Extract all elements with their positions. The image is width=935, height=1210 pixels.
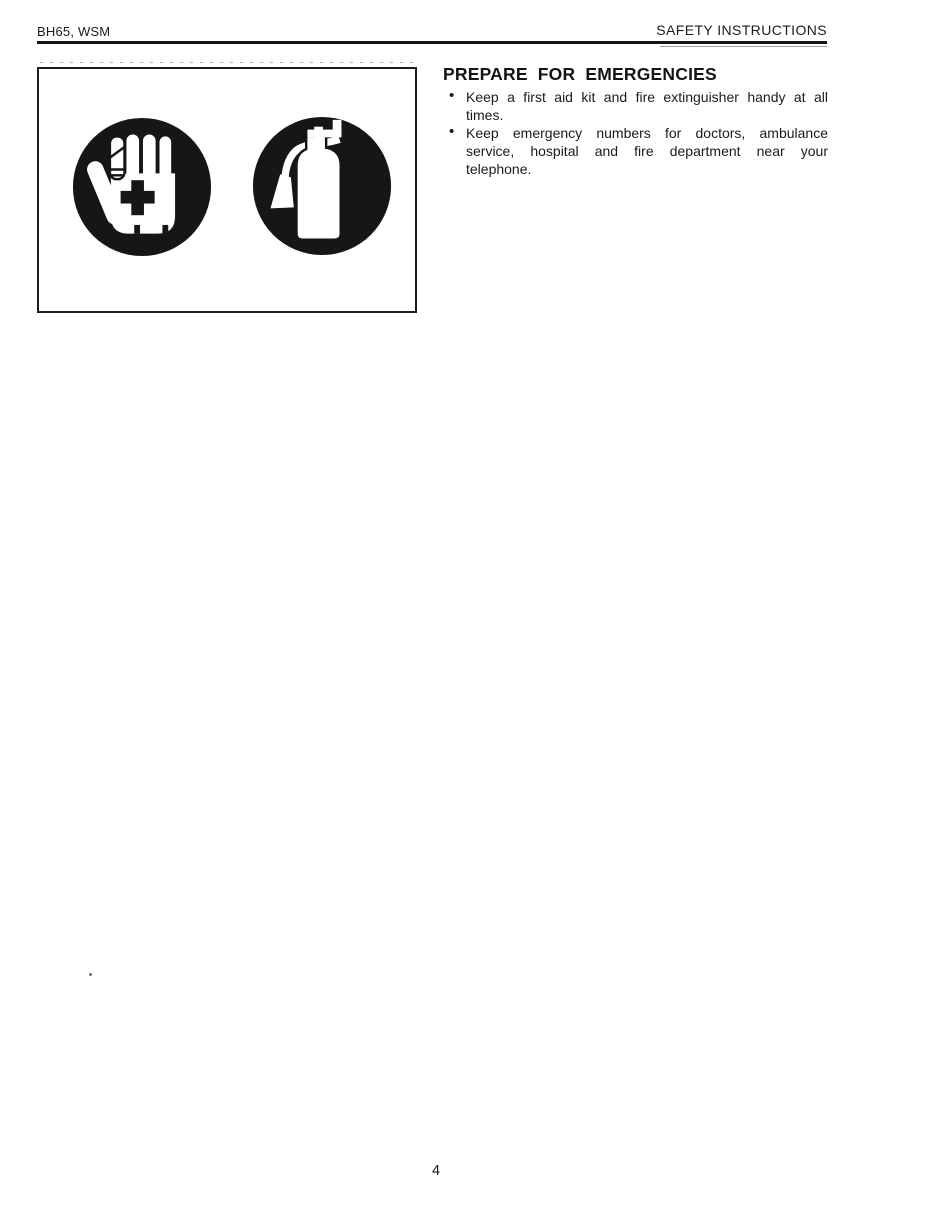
header-rule-echo [660, 46, 827, 47]
safety-pictogram-figure [37, 67, 417, 313]
bullet-item [466, 88, 828, 124]
header-model-label: BH65, WSM [37, 24, 111, 39]
header-rule [37, 41, 827, 44]
bullet-list [443, 88, 828, 178]
page-number: 4 [431, 1163, 441, 1179]
header-section-label: SAFETY INSTRUCTIONS [656, 22, 827, 38]
bullet-line: times. [466, 107, 504, 123]
scan-artifact-dashes [40, 62, 417, 63]
fire-extinguisher-pictogram-icon [251, 115, 393, 257]
content-column [443, 64, 828, 178]
section-heading: PREPARE FOR EMERGENCIES [443, 64, 717, 84]
first-aid-pictogram-icon [71, 116, 213, 258]
bullet-line: service, hospital and fire department near your [466, 143, 828, 159]
scan-artifact-dot [89, 973, 92, 976]
bullet-line: telephone. [466, 161, 532, 177]
bullet-line: • Keep a first aid kit and fire extinguisher handy at all [466, 89, 828, 105]
bullet-item [466, 124, 828, 178]
bullet-line: • Keep emergency numbers for doctors, ambulance [466, 125, 828, 141]
